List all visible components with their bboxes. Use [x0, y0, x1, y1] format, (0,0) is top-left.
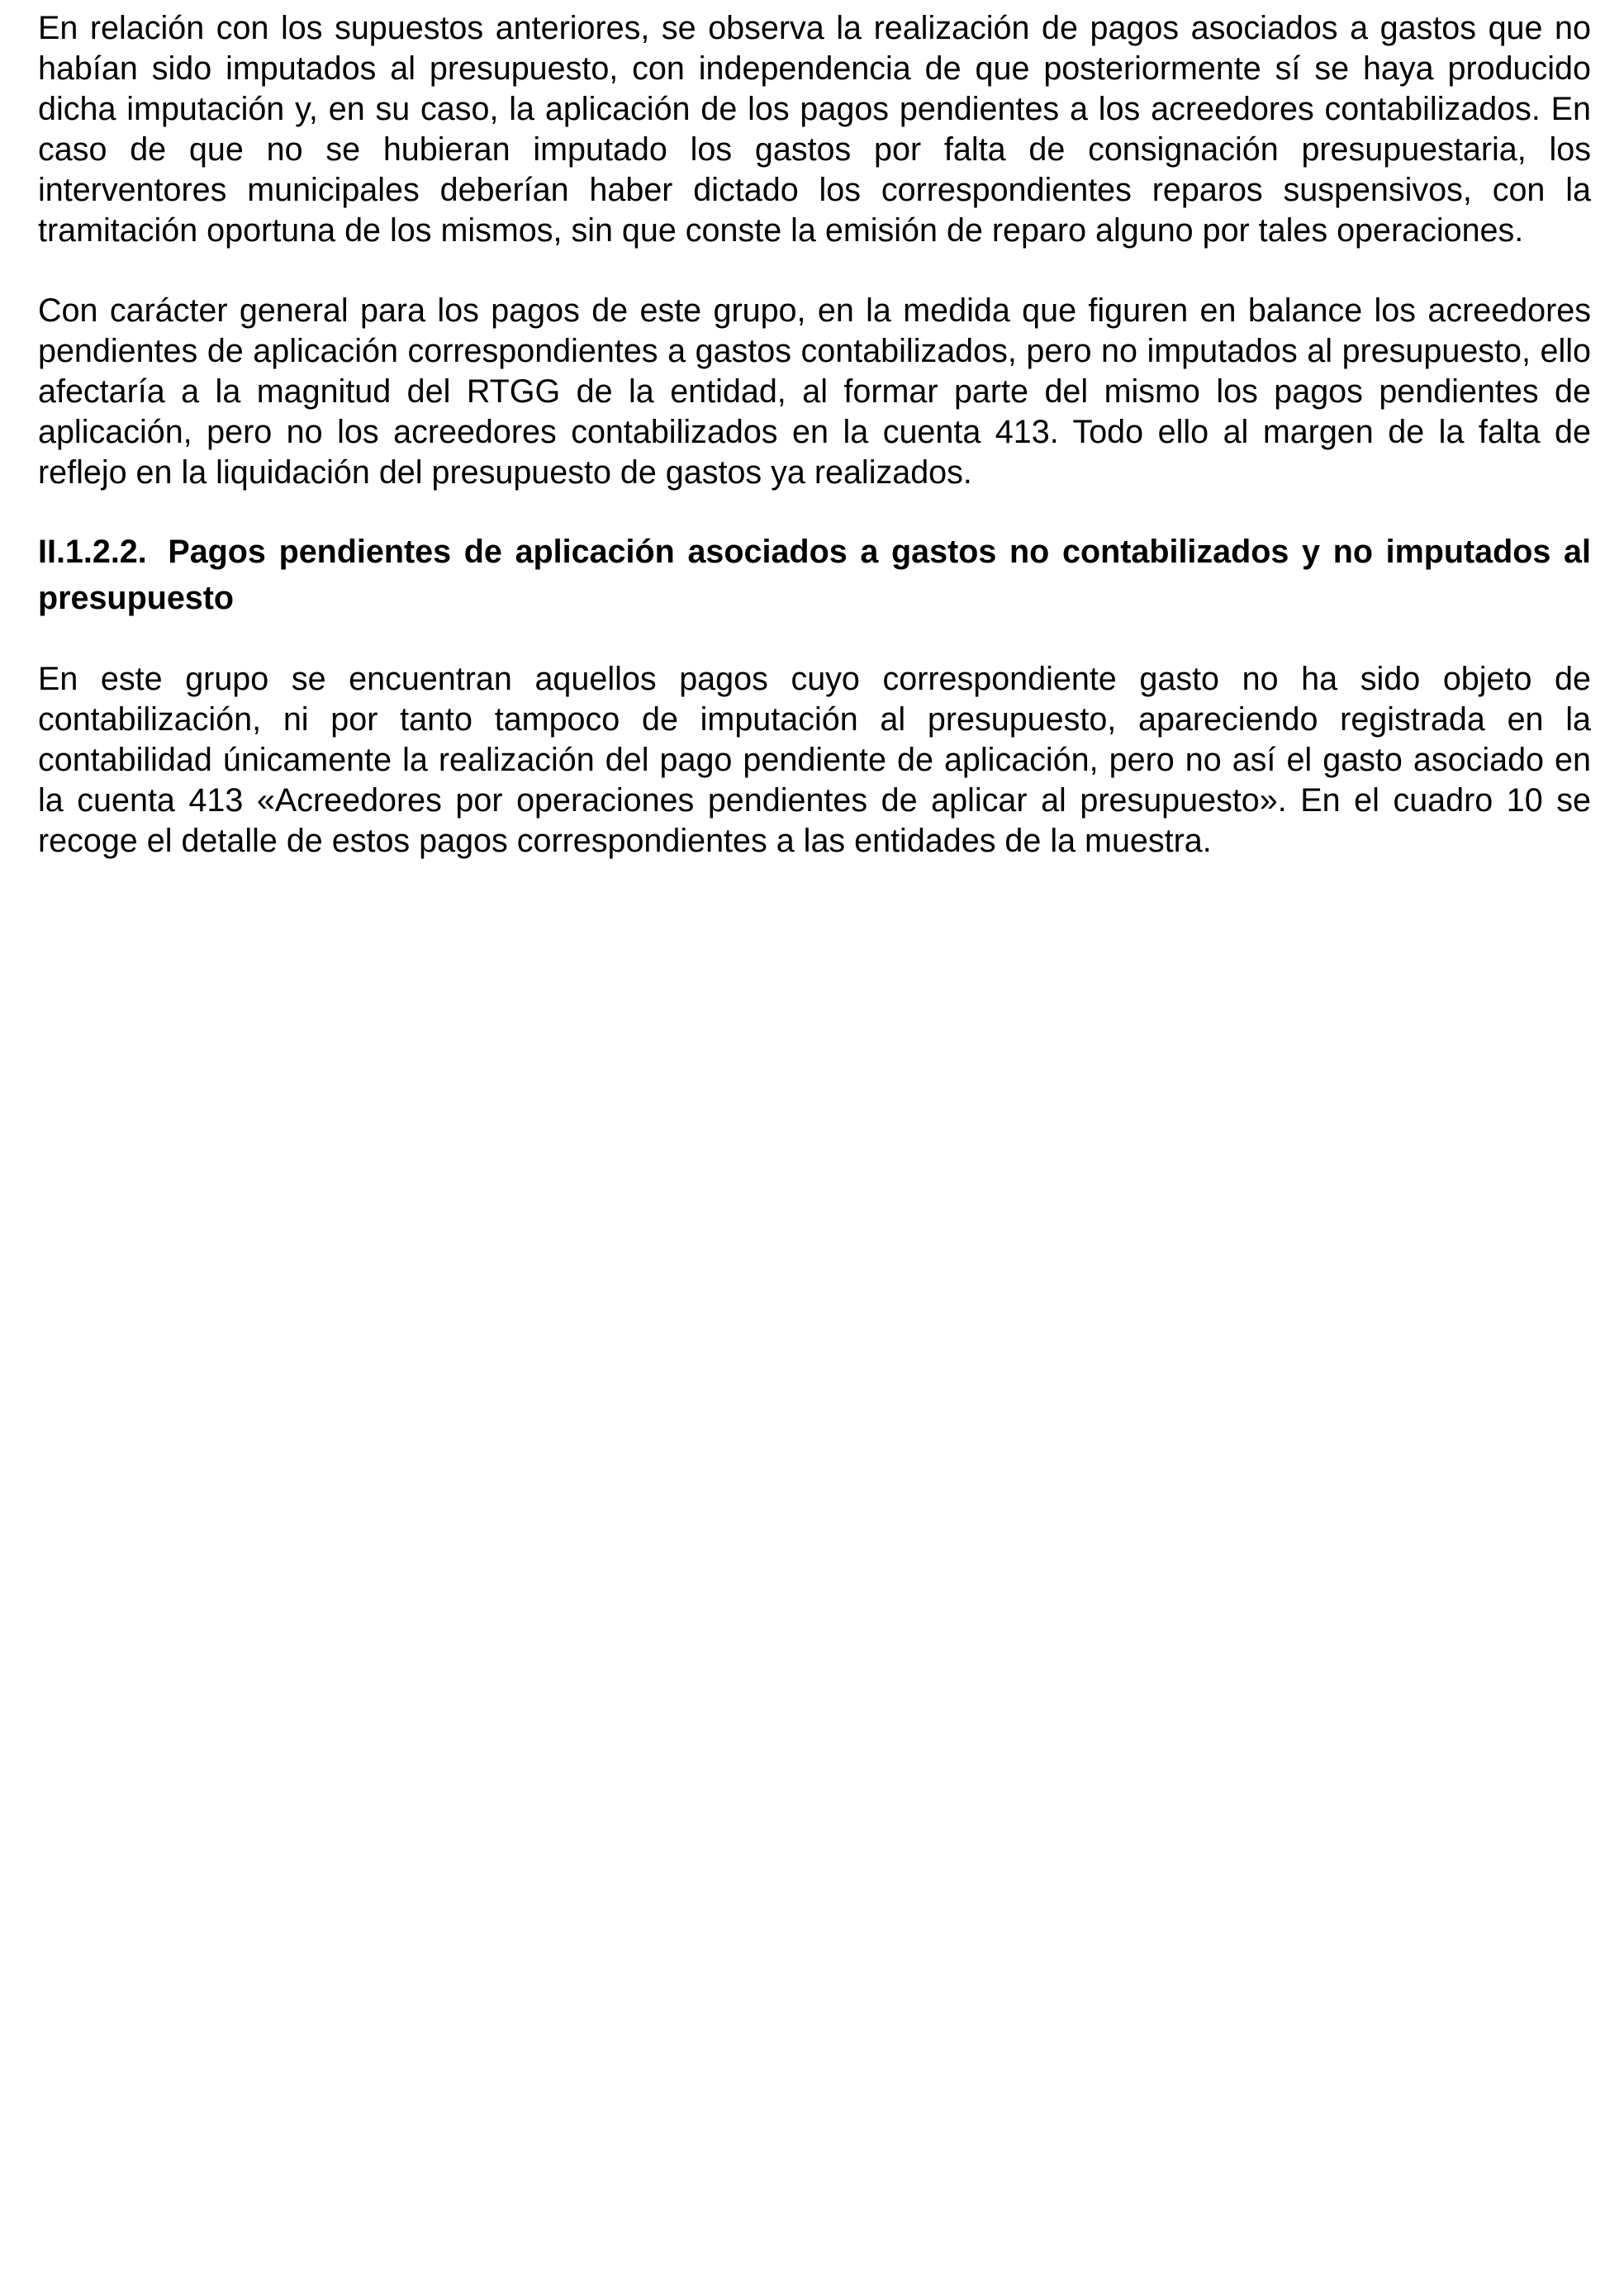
paragraph-group-description: En este grupo se encuentran aquellos pagos cuyo correspondiente gasto no ha sido objeto de contabilización, ni por tanto tampoco de imputación al presupuesto, apareciendo registrada en la contabilidad únicamente la realización del pago pendiente de aplicación, pero no así el gasto asociado en la cuenta 413 «Acreedores por operaciones pendientes de aplicar al presupuesto». En el cuadro 10 se recoge el detalle de estos pagos correspondientes a las entidades de la muestra. [38, 661, 1591, 859]
document-body [38, 8, 1591, 862]
section-title: Pagos pendientes de aplicación asociados a gastos no contabilizados y no imputados al presupuesto [38, 534, 1591, 616]
paragraph-rtgg-effect: Con carácter general para los pagos de este grupo, en la medida que figuren en balance los acreedores pendientes de aplicación correspondientes a gastos contabilizados, pero no imputados al presupuesto, ello afectaría a la magnitud del RTGG de la entidad, al formar parte del mismo los pagos pendientes de aplicación, pero no los acreedores contabilizados en la cuenta 413. Todo ello al margen de la falta de reflejo en la liquidación del presupuesto de gastos ya realizados. [38, 292, 1591, 491]
section-heading [38, 529, 1591, 621]
paragraph-imputation-observation: En relación con los supuestos anteriores, se observa la realización de pagos asociados a gastos que no habían sido imputados al presupuesto, con independencia de que posteriormente sí se haya producido dicha imputación y, en su caso, la aplicación de los pagos pendientes a los acreedores contabilizados. En caso de que no se hubieran imputado los gastos por falta de consignación presupuestaria, los interventores municipales deberían haber dictado los correspondientes reparos suspensivos, con la tramitación oportuna de los mismos, sin que conste la emisión de reparo alguno por tales operaciones. [38, 10, 1591, 249]
section-number: II.1.2.2. [38, 534, 147, 570]
